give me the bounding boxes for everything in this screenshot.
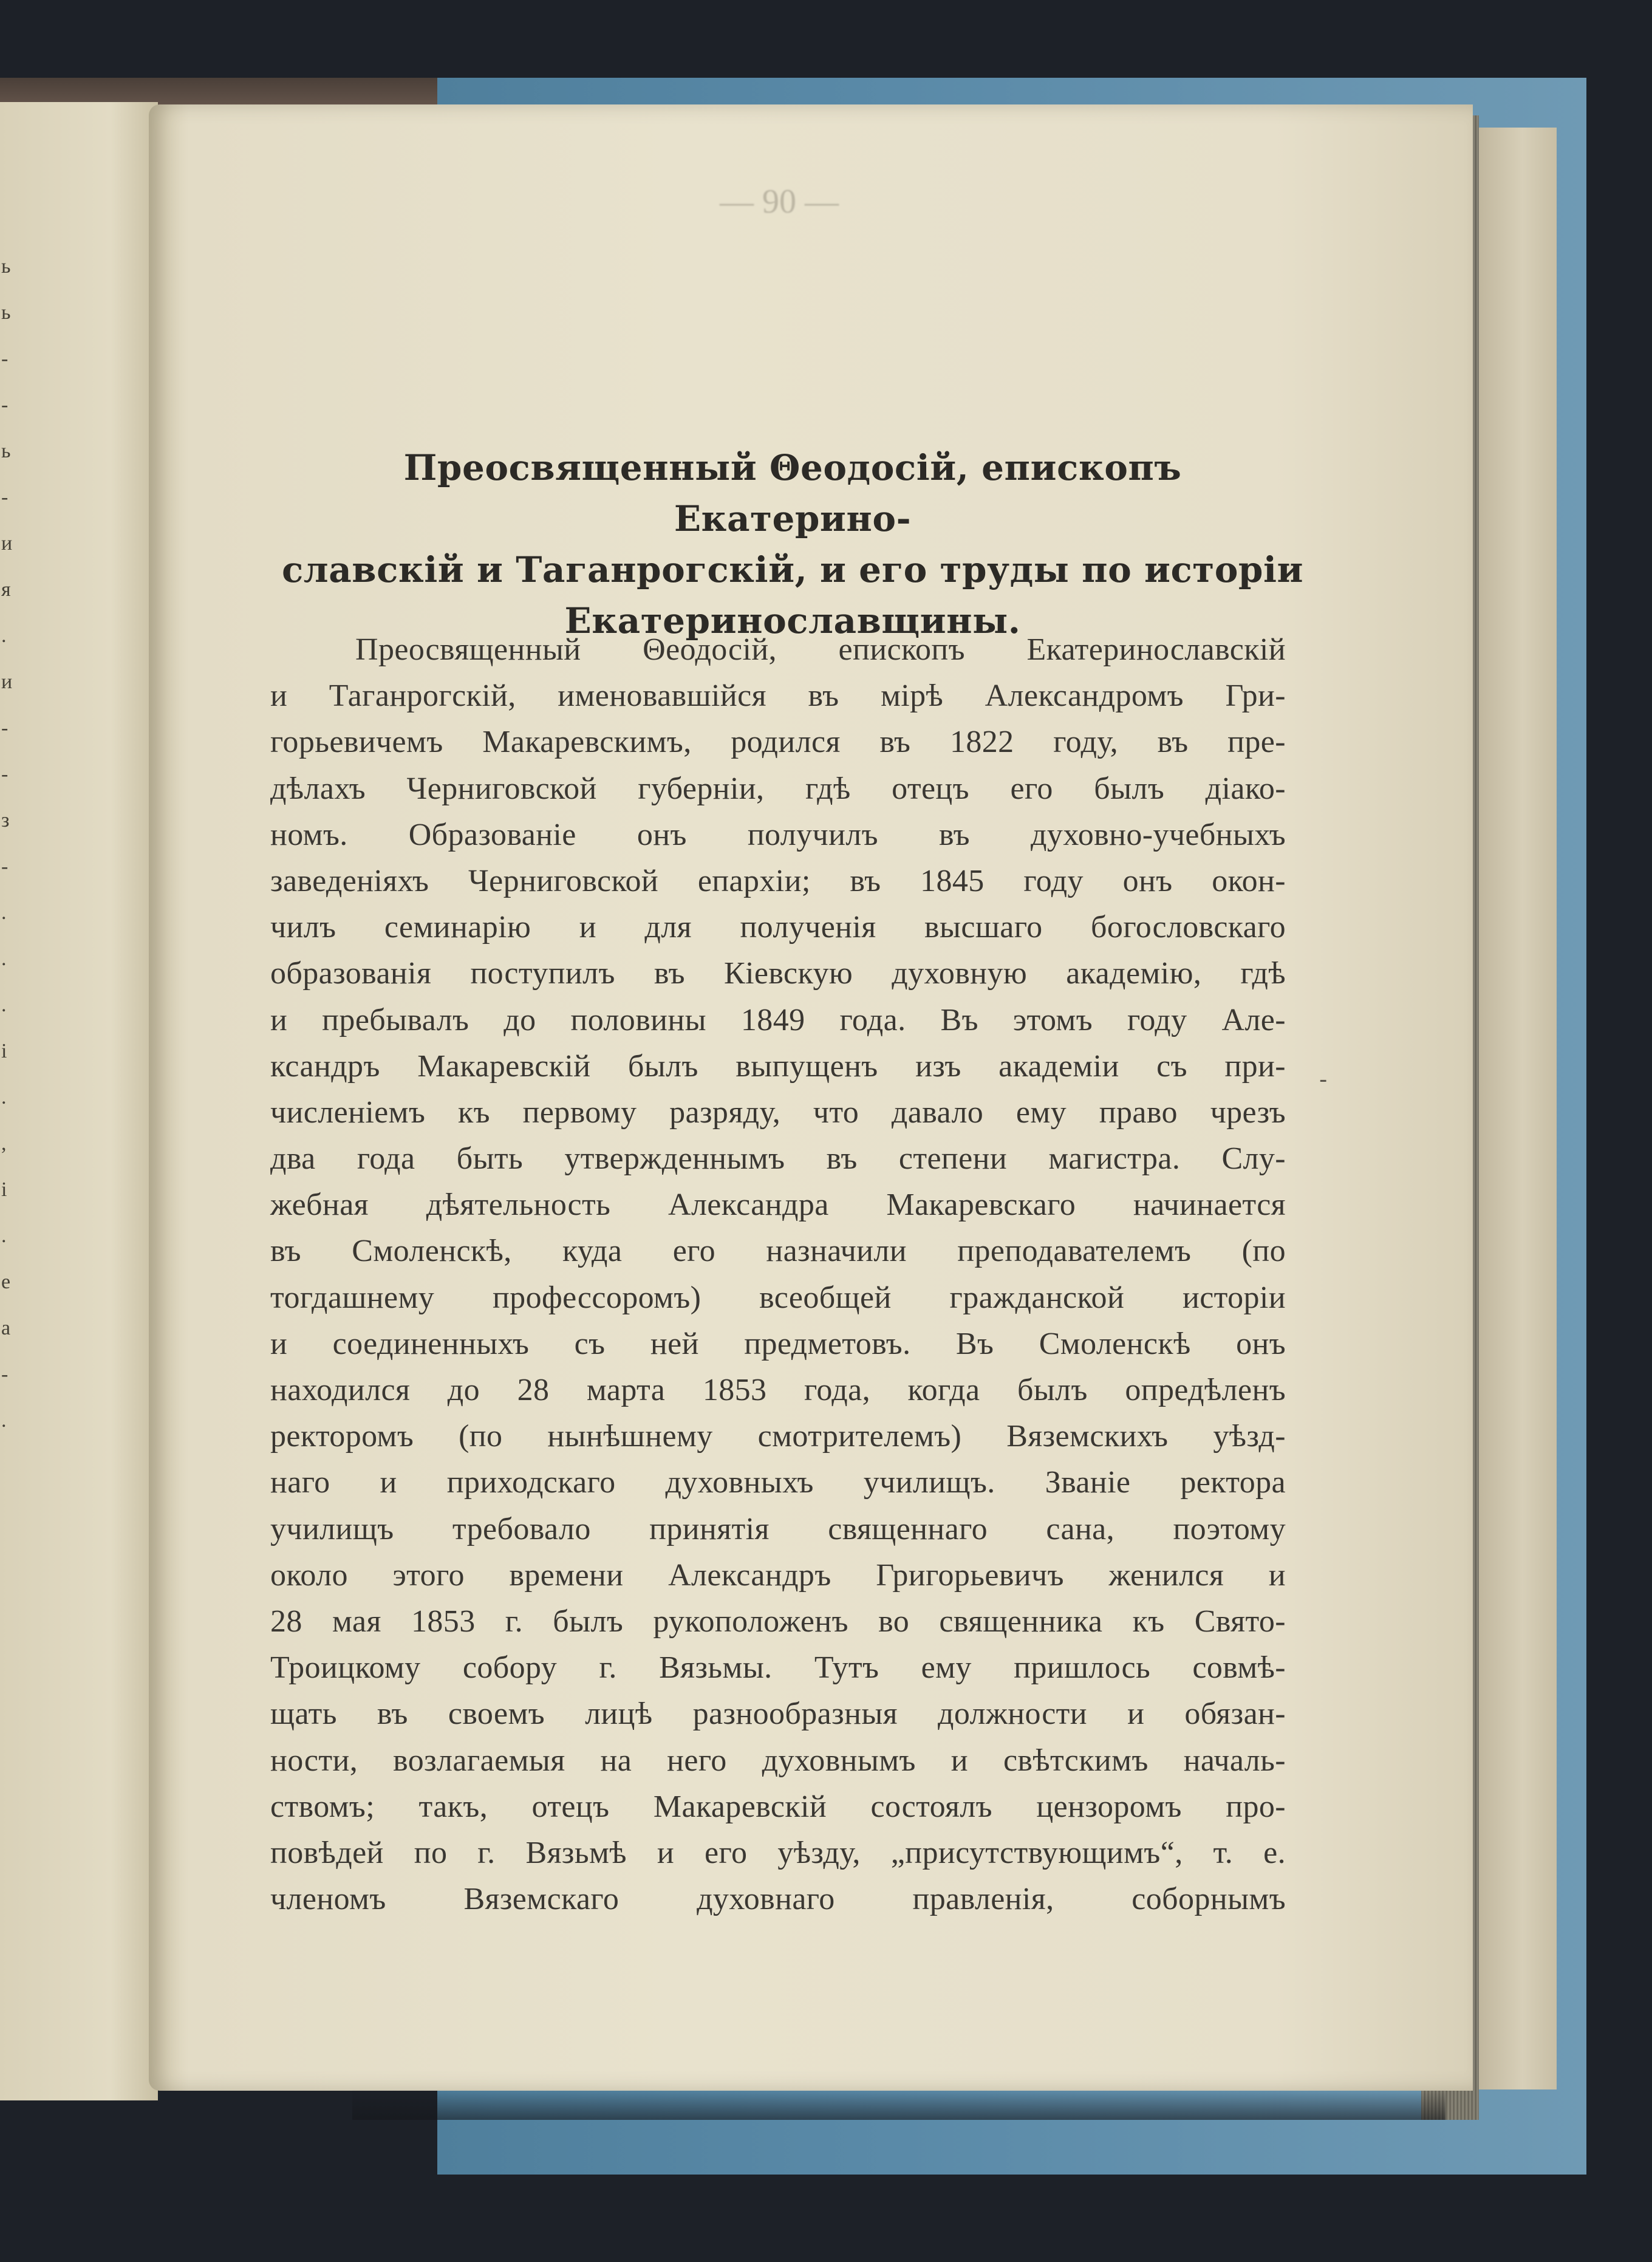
body-line: Преосвященный Θеодосій, епископъ Екатеринославскій (355, 632, 1286, 667)
body-line: 28 мая 1853 г. былъ рукоположенъ во священника къ Свято- (270, 1604, 1286, 1639)
body-line: численіемъ къ первому разряду, что давало ему право чрезъ (270, 1095, 1286, 1130)
body-line: ности, возлагаемыя на него духовнымъ и свѣтскимъ началь- (270, 1743, 1286, 1778)
left-margin-mark: - (1, 855, 9, 878)
body-text (270, 627, 1286, 1922)
title-line: Преосвященный Θеодосій, епископъ Екатерино- (403, 447, 1182, 540)
body-line: около этого времени Александръ Григорьевичъ женился и (270, 1557, 1286, 1593)
left-margin-mark: . (1, 948, 7, 970)
left-margin-mark: е (1, 1271, 11, 1293)
left-margin-mark: - (1, 717, 9, 739)
body-line: номъ. Образованіе онъ получилъ въ духовно-учебныхъ (270, 817, 1286, 852)
cover-page-edge (1470, 128, 1557, 2089)
body-line: заведеніяхъ Черниговской епархіи; въ 1845 году онъ окон- (270, 863, 1286, 898)
left-margin-mark: . (1, 994, 7, 1016)
left-margin-mark: . (1, 1225, 7, 1247)
body-line: повѣдей по г. Вязьмѣ и его уѣзду, „присутствующимъ“, т. е. (270, 1835, 1286, 1870)
left-margin-mark: і (1, 1040, 7, 1062)
body-line: горьевичемъ Макаревскимъ, родился въ 1822 году, въ пре- (270, 725, 1286, 760)
left-margin-mark: . (1, 901, 7, 924)
body-line: дѣлахъ Черниговской губерніи, гдѣ отецъ его былъ діако- (270, 771, 1286, 806)
body-line: ствомъ; такъ, отецъ Макаревскій состоялъ цензоромъ про- (270, 1789, 1286, 1824)
body-line: и Таганрогскій, именовавшійся въ мірѣ Александромъ Гри- (270, 678, 1286, 714)
chapter-title (279, 442, 1306, 646)
margin-hyphen: - (1319, 1066, 1328, 1093)
left-margin-mark: . (1, 1409, 7, 1432)
body-line: училищъ требовало принятія священнаго сана, поэтому (270, 1511, 1286, 1546)
left-margin-mark: ь (1, 301, 11, 324)
body-line: находился до 28 марта 1853 года, когда былъ опредѣленъ (270, 1373, 1286, 1407)
body-line: жебная дѣятельность Александра Макаревскаго начинается (270, 1187, 1286, 1223)
left-margin-mark: - (1, 486, 9, 508)
body-line: и соединенныхъ съ ней предметовъ. Въ Смоленскѣ онъ (270, 1326, 1286, 1361)
left-margin-mark: а (1, 1317, 11, 1339)
body-line: Троицкому собору г. Вязьмы. Тутъ ему пришлось совмѣ- (270, 1650, 1286, 1686)
body-line: образованія поступилъ въ Кіевскую духовную академію, гдѣ (270, 956, 1286, 991)
title-line: славскій и Таганрогскій, и его труды по исторіи (281, 549, 1304, 591)
left-margin-mark: . (1, 624, 7, 647)
left-margin-mark: и (1, 671, 13, 693)
left-margin-mark: - (1, 347, 9, 370)
title-line: Екатеринославщины. (564, 600, 1021, 642)
body-line: и пребывалъ до половины 1849 года. Въ этомъ году Але- (270, 1002, 1286, 1037)
page-number: — 90 — (720, 183, 839, 220)
body-line: тогдашнему профессоромъ) всеобщей гражданской исторіи (270, 1280, 1286, 1315)
body-line: наго и приходскаго духовныхъ училищъ. Званіе ректора (270, 1465, 1286, 1500)
left-margin-mark: . (1, 1086, 7, 1109)
left-margin-mark: и (1, 532, 13, 555)
left-margin-mark: , (1, 1132, 7, 1155)
bottom-shadow (352, 2089, 1445, 2120)
left-margin-mark: - (1, 763, 9, 785)
left-margin-mark: я (1, 578, 11, 601)
body-line: ректоромъ (по нынѣшнему смотрителемъ) Вяземскихъ уѣзд- (270, 1419, 1286, 1454)
left-margin-mark: ь (1, 255, 11, 278)
body-line: два года быть утвержденнымъ въ степени магистра. Слу- (270, 1141, 1286, 1177)
body-line: въ Смоленскѣ, куда его назначили преподавателемъ (по (270, 1234, 1286, 1269)
body-line: щать въ своемъ лицѣ разнообразныя должности и обязан- (270, 1696, 1286, 1732)
left-margin-mark: і (1, 1178, 7, 1201)
left-page-text-fragments (0, 255, 24, 1591)
body-line: ксандръ Макаревскій былъ выпущенъ изъ академіи съ при- (270, 1048, 1286, 1084)
left-margin-mark: - (1, 1363, 9, 1386)
body-line: членомъ Вяземскаго духовнаго правленія, соборнымъ (270, 1882, 1286, 1917)
left-margin-mark: з (1, 809, 10, 832)
left-margin-mark: - (1, 394, 9, 416)
left-margin-mark: ь (1, 440, 11, 462)
body-line: чилъ семинарію и для полученія высшаго богословскаго (270, 910, 1286, 945)
